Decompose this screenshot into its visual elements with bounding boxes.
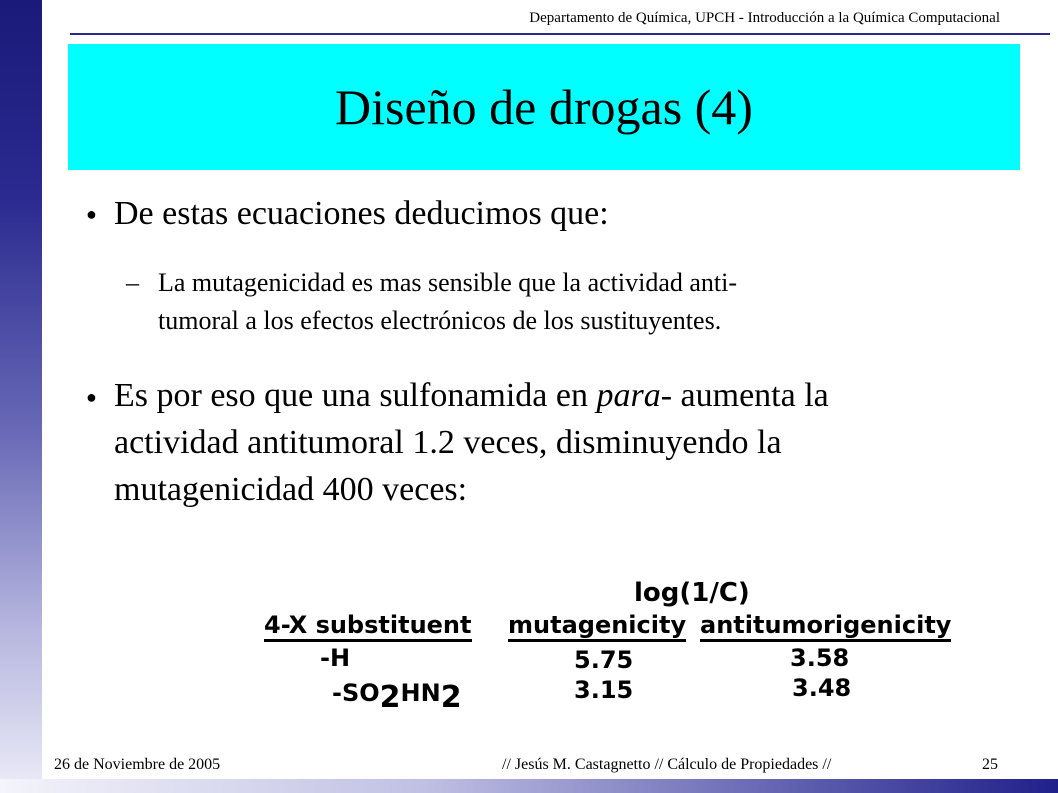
sub-bullet-1: [126, 264, 738, 340]
bottom-decoration-bar: [0, 779, 1058, 793]
row-1-mutagenicity: 5.75: [574, 646, 634, 674]
formula-part-1: -SO: [332, 679, 380, 707]
row-2-substituent: [332, 674, 462, 715]
footer-date: 26 de Noviembre de 2005: [54, 756, 221, 773]
side-decoration-bar: [0, 0, 42, 793]
bullet-marker: ●: [86, 204, 97, 224]
row-1-substituent: -H: [320, 644, 351, 672]
sub-bullet-1-line-1: La mutagenicidad es mas sensible que la actividad anti-: [158, 268, 738, 297]
title-box: [68, 44, 1020, 170]
bullet-2-line-3: mutagenicidad 400 veces:: [114, 471, 468, 508]
bullet-2-line-2: actividad antitumoral 1.2 veces, disminuyendo la: [114, 424, 782, 461]
formula-subscript-1: 2: [379, 680, 401, 715]
bullet-2-text-b: - aumenta la: [660, 377, 829, 414]
row-2-antitumorigenicity: 3.48: [792, 674, 852, 702]
substituent-table: [262, 578, 962, 715]
bullet-2-text-a: Es por eso que una sulfonamida en: [114, 377, 597, 414]
bullet-marker: ●: [86, 387, 97, 407]
formula-part-2: HN: [400, 679, 441, 707]
header-divider: [70, 33, 1050, 35]
column-header-substituent: 4-X substituent: [264, 611, 472, 642]
group-header: log(1/C): [634, 578, 750, 608]
bullet-2: [86, 372, 829, 513]
column-header-mutagenicity: mutagenicity: [508, 611, 686, 642]
row-1-antitumorigenicity: 3.58: [790, 644, 850, 672]
slide-title: Diseño de drogas (4): [335, 79, 753, 135]
bullet-2-line-1: [114, 372, 829, 419]
header-text: Departamento de Química, UPCH - Introducción a la Química Computacional: [529, 10, 1000, 26]
formula-subscript-2: 2: [440, 680, 462, 715]
dash-marker: –: [126, 268, 139, 297]
bullet-1: [86, 193, 609, 235]
sub-bullet-1-line-2: tumoral a los efectos electrónicos de los sustituyentes.: [158, 306, 722, 335]
column-header-antitumorigenicity: antitumorigenicity: [700, 611, 951, 642]
row-2-mutagenicity: 3.15: [574, 676, 634, 704]
bullet-1-text: De estas ecuaciones deducimos que:: [114, 195, 609, 232]
bullet-2-italic: para: [596, 377, 661, 414]
footer-center: // Jesús M. Castagnetto // Cálculo de Propiedades //: [502, 756, 832, 773]
footer-page-number: 25: [982, 756, 998, 773]
